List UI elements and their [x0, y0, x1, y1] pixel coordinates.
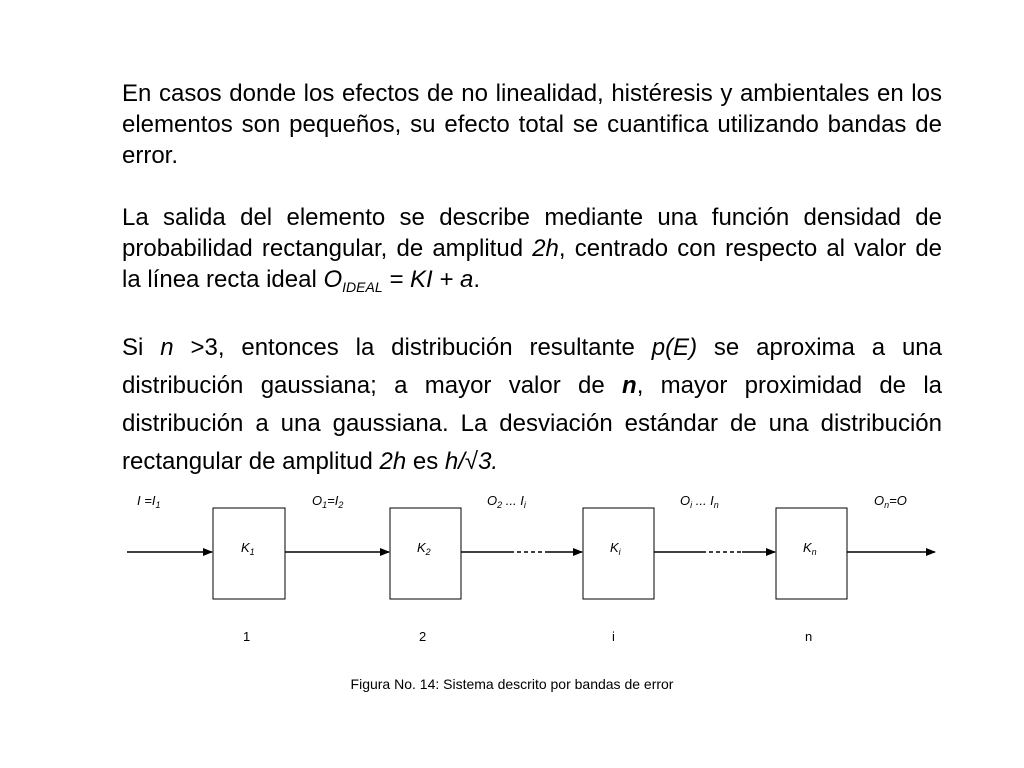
block-label-kn: $K_n$ — [803, 540, 817, 557]
signal-label-2: $O_2$ ... $I_i$ — [487, 493, 526, 510]
signal-label-output: $O_n=O$ — [874, 493, 907, 510]
signal-label-i: $O_i$ ... $I_n$ — [680, 493, 719, 510]
block-label-k2: $K_2$ — [417, 540, 431, 557]
block-index-i: i — [612, 629, 615, 644]
signal-label-1: $O_1=I_2$ — [312, 493, 344, 510]
block-label-k1: $K_1$ — [241, 540, 255, 557]
block-index-1: 1 — [243, 629, 251, 644]
signal-label-input: $I =I_1$ — [137, 493, 161, 510]
block-index-n: n — [805, 629, 813, 644]
paragraph-error-bands: En casos donde los efectos de no linealidad, histéresis y ambientales en los elementos son pequeños, su efecto total se cuantifica utilizando bandas de error. — [122, 80, 942, 169]
paragraph-rectangular-pdf: La salida del elemento se describe mediante una función densidad de probabilidad rectangular, de amplitud 2h, centrado con respecto al valor de la línea recta ideal $O_{IDEAL}$ = KI + a. — [122, 204, 943, 295]
figure-caption: Figura No. 14: Sistema descrito por bandas de error — [350, 676, 674, 692]
paragraph-gaussian: Si n >3, entonces la distribución resultante p(E) se aproxima a una distribución gaussiana; a mayor valor de n, mayor proximidad de la distribución a una gaussiana. La desviación estándar de una distribución rectangular de amplitud 2h es h/√3. — [122, 334, 943, 475]
block-index-2: 2 — [419, 629, 427, 644]
block-label-ki: $K_i$ — [610, 540, 621, 557]
